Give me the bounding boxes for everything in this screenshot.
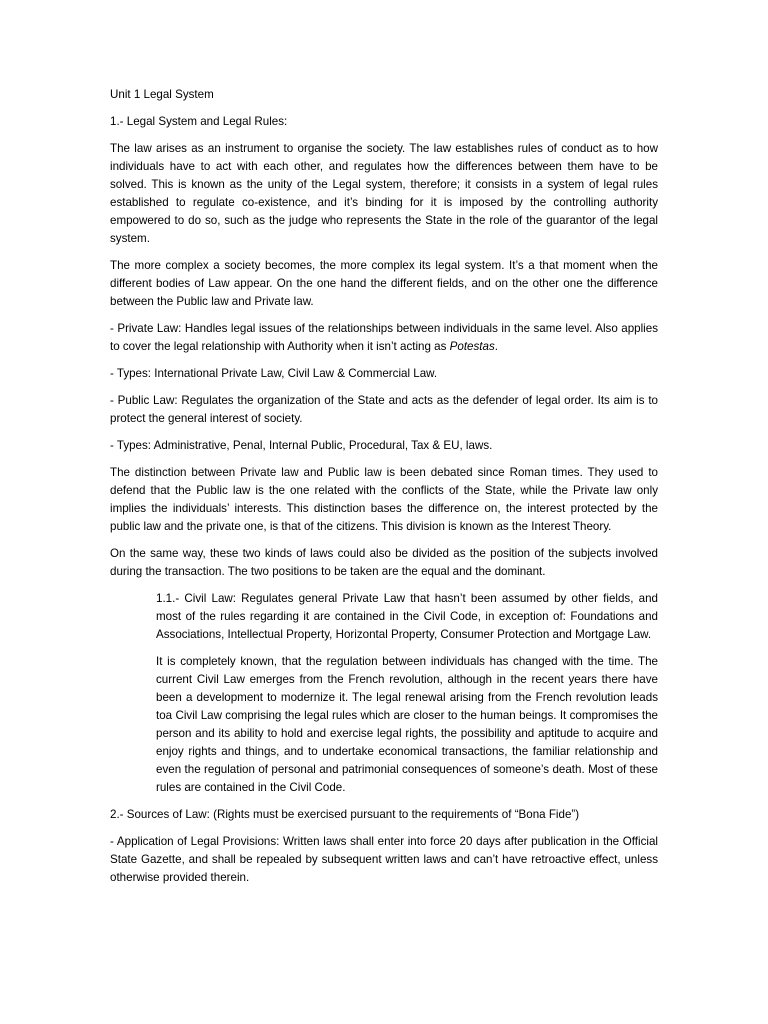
paragraph-law-arises: The law arises as an instrument to organise the society. The law establishes rules of conduct as to how individuals have to act with each other, and regulates how the differences between them have to be solved. This is known as the unity of the Legal system, therefore; it consists in a system of legal rules established to regulate co-existence, and it’s binding for it is imposed by the controlling authority empowered to do so, such as the judge who represents the State in the role of the guarantor of the legal system. — [110, 142, 658, 245]
paragraph-application-provisions: - Application of Legal Provisions: Written laws shall enter into force 20 days after publication in the Official State Gazette, and shall be repealed by subsequent written laws and can’t have retroactive effect, unless otherwise provided therein. — [110, 835, 658, 884]
paragraph-distinction: The distinction between Private law and Public law is been debated since Roman times. They used to defend that the Public law is the one related with the conflicts of the State, while the Private law only implies the individuals’ interests. This distinction bases the difference on, the interest protected by the public law and the private one, is that of the citizens. This division is known as the Interest Theory. — [110, 466, 658, 533]
section-heading-legal-system: 1.- Legal System and Legal Rules: — [110, 115, 288, 128]
paragraph-public-law: - Public Law: Regulates the organization of the State and acts as the defender of legal order. Its aim is to protect the general interest of society. — [110, 394, 658, 425]
private-law-text: - Private Law: Handles legal issues of the relationships between individuals in the same level. Also applies to cover the legal relationship with Authority when it isn’t acting as — [110, 322, 658, 353]
document-page — [110, 86, 658, 896]
paragraph-civil-law: 1.1.- Civil Law: Regulates general Private Law that hasn’t been assumed by other fields, and most of the rules regarding it are contained in the Civil Code, in exception of: Foundations and Associations, Intellectual Property, Horizontal Property, Consumer Protection and Mortgage Law. — [156, 592, 658, 641]
paragraph-complex-society: The more complex a society becomes, the more complex its legal system. It’s a that moment when the different bodies of Law appear. On the one hand the different fields, and on the other one the difference between the Public law and Private law. — [110, 259, 658, 308]
paragraph-private-law-types: - Types: International Private Law, Civil Law & Commercial Law. — [110, 367, 438, 380]
document-title: Unit 1 Legal System — [110, 88, 214, 101]
potestas-term: Potestas — [449, 340, 495, 353]
paragraph-private-law — [110, 320, 658, 356]
section-heading-sources-of-law: 2.- Sources of Law: (Rights must be exercised pursuant to the requirements of “Bona Fide”) — [110, 808, 580, 821]
paragraph-public-law-types: - Types: Administrative, Penal, Internal Public, Procedural, Tax & EU, laws. — [110, 439, 493, 452]
paragraph-same-way: On the same way, these two kinds of laws could also be divided as the position of the subjects involved during the transaction. The two positions to be taken are the equal and the dominant. — [110, 547, 658, 578]
paragraph-civil-law-history: It is completely known, that the regulation between individuals has changed with the time. The current Civil Law emerges from the French revolution, although in the recent years there have been a development to modernize it. The legal renewal arising from the French revolution leads toa Civil Law comprising the legal rules which are closer to the human beings. It compromises the person and its ability to hold and exercise legal rights, the possibility and aptitude to acquire and enjoy rights and things, and to undertake economical transactions, the familiar relationship and even the regulation of personal and patrimonial consequences of someone’s death. Most of these rules are contained in the Civil Code. — [156, 655, 658, 794]
private-law-end: . — [494, 340, 498, 353]
